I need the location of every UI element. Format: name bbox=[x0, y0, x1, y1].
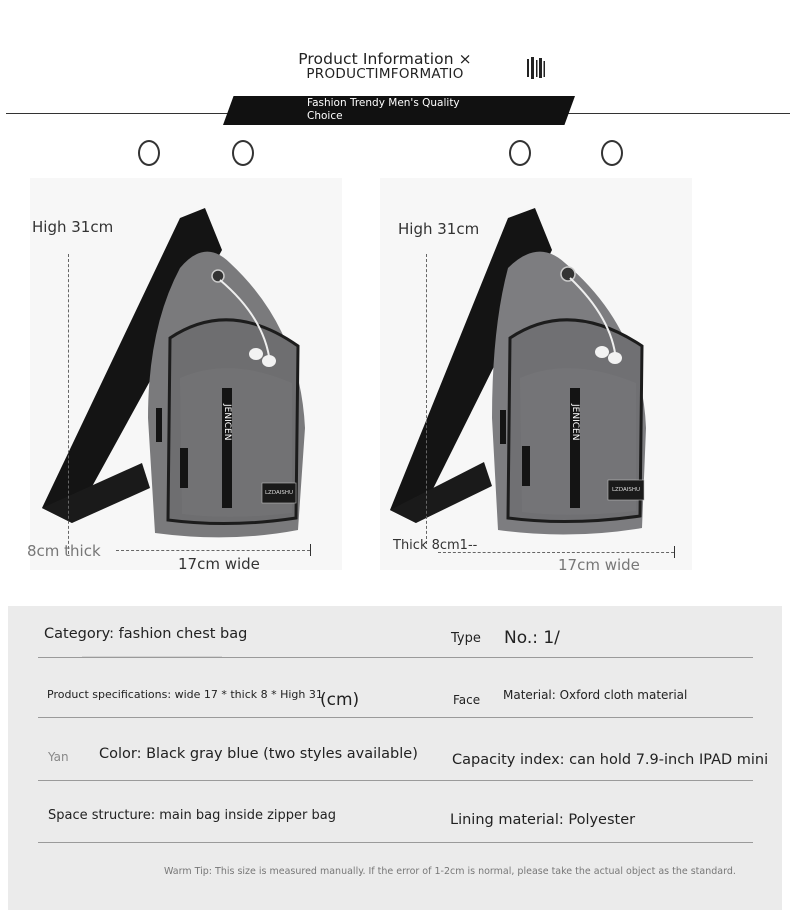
svg-text:JENICEN: JENICEN bbox=[222, 404, 232, 441]
lining-text: Lining material: Polyester bbox=[450, 812, 636, 828]
thick-label: Thick 8cm1-- bbox=[393, 538, 478, 553]
type-label: Type bbox=[451, 631, 481, 646]
space-structure-text: Space structure: main bag inside zipper bag bbox=[48, 808, 336, 823]
svg-text:LZDAISHU: LZDAISHU bbox=[611, 487, 641, 493]
category-text: Category: fashion chest bag bbox=[44, 626, 248, 642]
face-label: Face bbox=[453, 693, 481, 707]
material-text: Material: Oxford cloth material bbox=[503, 688, 688, 702]
width-label-right: 17cm wide bbox=[558, 556, 640, 574]
row-divider bbox=[38, 842, 753, 843]
height-label: High 31cm bbox=[32, 218, 114, 236]
product-photo-right bbox=[380, 178, 692, 570]
product-specs-text: Product specifications: wide 17 * thick 8 * High 31 bbox=[47, 688, 323, 701]
ring-icon bbox=[232, 140, 254, 166]
height-dimension-line bbox=[426, 254, 427, 544]
row-divider bbox=[38, 780, 753, 781]
row-divider bbox=[38, 657, 753, 658]
color-prefix: Yan bbox=[48, 750, 69, 764]
product-photo-left bbox=[27, 178, 342, 570]
width-dimension-end bbox=[310, 544, 311, 556]
row-divider bbox=[38, 717, 753, 718]
capacity-text: Capacity index: can hold 7.9-inch IPAD mini bbox=[452, 752, 769, 768]
width-label-left: 17cm wide bbox=[178, 555, 260, 573]
ring-icon bbox=[509, 140, 531, 166]
ring-icon bbox=[138, 140, 160, 166]
page-title bbox=[250, 52, 520, 82]
height-dimension-line bbox=[68, 254, 69, 554]
warm-tip: Warm Tip: This size is measured manually. If the error of 1-2cm is normal, please take the actual object as the standard. bbox=[164, 866, 736, 877]
svg-text:JENICEN: JENICEN bbox=[570, 404, 580, 441]
width-dimension-end bbox=[674, 546, 675, 558]
barcode-icon bbox=[526, 57, 546, 79]
width-dimension-line bbox=[438, 552, 674, 553]
height-label: High 31cm bbox=[398, 220, 480, 238]
unit-text: (cm) bbox=[320, 690, 360, 710]
title-line-1: Product Information × bbox=[298, 50, 472, 68]
slogan-text: Fashion Trendy Men's Quality Choice bbox=[307, 97, 460, 122]
ring-icon bbox=[601, 140, 623, 166]
color-text: Color: Black gray blue (two styles available) bbox=[99, 746, 418, 762]
chest-bag-image bbox=[30, 178, 342, 570]
svg-text:LZDAISHU: LZDAISHU bbox=[264, 490, 294, 496]
type-value: No.: 1/ bbox=[504, 628, 560, 648]
title-line-2: PRODUCTIMFORMATIO bbox=[306, 66, 464, 82]
width-dimension-line bbox=[116, 550, 310, 551]
thick-label: 8cm thick bbox=[27, 542, 101, 560]
